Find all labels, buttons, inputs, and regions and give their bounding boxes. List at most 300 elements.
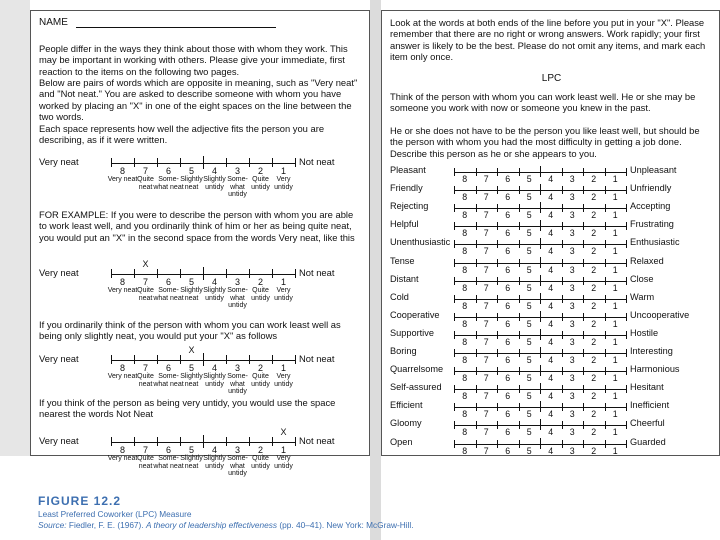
source-work: A theory of leadership effectiveness [145,520,278,530]
lpc-scale-tick [497,421,498,429]
lpc-scale-tick [605,295,606,303]
scale-descriptor: Some-what neat [153,455,184,470]
lpc-scale-number: 8 [462,210,468,221]
scale-descriptor: Slightly neat [180,287,203,302]
lpc-scale-number: 7 [483,264,489,275]
scale-tick [295,269,296,278]
lpc-scale-tick [605,240,606,248]
lpc-scale-number: 1 [612,336,618,347]
lpc-item-row [382,364,720,382]
lpc-scale-number: 8 [462,409,468,420]
lpc-scale-tick [583,204,584,212]
lpc-right-adjective: Enthusiastic [630,237,680,248]
lpc-item-row [382,201,720,219]
lpc-scale-number: 4 [548,409,554,420]
lpc-scale-number: 6 [505,192,511,203]
lpc-scale-number: 6 [505,210,511,221]
lpc-scale-tick [476,259,477,267]
lpc-scale-tick [626,331,627,339]
scale-descriptor: Very neat [107,455,138,462]
lpc-scale-number: 8 [462,445,468,456]
scale-descriptor: Some-what untidy [227,287,248,310]
scale-descriptor: Some-what untidy [227,176,248,199]
lpc-scale-tick [583,186,584,194]
lpc-scale-tick [519,313,520,321]
lpc-scale-number: 8 [462,264,468,275]
lpc-scale-number: 4 [548,246,554,257]
lpc-item-row [382,256,720,274]
lpc-scale-tick [583,367,584,375]
lpc-scale-number: 6 [505,355,511,365]
lpc-scale-tick [605,367,606,375]
lpc-scale-number: 3 [569,318,575,329]
scale-right-word: Not neat [299,156,335,167]
scale-tick [111,158,112,167]
lpc-scale-number: 6 [505,228,511,239]
lpc-right-adjective: Relaxed [630,255,664,266]
lpc-scale-tick [454,168,455,176]
scale-number: 7 [142,277,148,287]
lpc-scale-number: 4 [548,228,554,239]
lpc-scale-tick [626,349,627,357]
lpc-scale-tick [519,385,520,393]
x-mark: X [188,345,195,355]
scale-tick [157,355,158,364]
scale-tick [203,156,204,169]
lpc-scale-number: 5 [526,300,532,311]
lpc-scale-number: 2 [591,336,597,347]
lpc-scale-number: 1 [612,373,618,384]
lpc-scale-number: 7 [483,210,489,221]
lpc-scale-tick [605,331,606,339]
scale-descriptor: Quite untidy [251,373,270,388]
lpc-scale-tick [626,259,627,267]
lpc-item-row [382,346,720,364]
lpc-scale-tick [476,313,477,321]
scale-number: 4 [211,363,217,373]
lpc-scale-number: 2 [591,210,597,221]
lpc-scale-tick [605,349,606,357]
lpc-scale-number: 1 [612,318,618,329]
scale-number: 8 [119,363,125,373]
lpc-scale-number: 7 [483,282,489,293]
lpc-scale-tick [540,293,541,304]
lpc-scale-tick [454,403,455,411]
lpc-scale-number: 1 [612,246,618,257]
lpc-scale-number: 2 [591,318,597,329]
lpc-scale-tick [454,204,455,212]
scale-left-word: Very neat [39,156,79,167]
lpc-scale-tick [454,367,455,375]
scale-tick [203,353,204,366]
lpc-scale-number: 3 [569,391,575,402]
scale-descriptor: Slightly untidy [203,176,226,191]
lpc-scale-number: 5 [526,264,532,275]
lpc-scale-number: 7 [483,174,489,184]
scale-tick [180,158,181,167]
scale-descriptor: Very untidy [274,287,293,302]
lpc-scale-number: 5 [526,210,532,221]
right-instructions-3: He or she does not have to be the person you like least well, but should be the person with whom you had the most difficulty in getting a job done. Describe this person as he or she appears to you. [390,125,700,159]
lpc-scale-tick [626,421,627,429]
lpc-scale-number: 3 [569,336,575,347]
rating-scale[interactable] [107,427,295,479]
lpc-scale-number: 1 [612,192,618,203]
scale-descriptor: Slightly neat [180,176,203,191]
lpc-scale-number: 3 [569,228,575,239]
lpc-scale-number: 8 [462,300,468,311]
lpc-left-adjective: Tense [390,255,415,266]
scale-left-word: Very neat [39,353,79,364]
scale-descriptor: Some-what neat [153,176,184,191]
lpc-scale-number: 4 [548,210,554,221]
scale-left-word: Very neat [39,267,79,278]
lpc-right-adjective: Hostile [630,327,659,338]
lpc-scale-number: 2 [591,409,597,420]
lpc-scale-tick [562,331,563,339]
lpc-scale-number: 7 [483,391,489,402]
lpc-right-adjective: Guarded [630,436,666,447]
example-text-1: FOR EXAMPLE: If you were to describe the person with whom you are able to work least well, and you ordinarily think of him or her as being quite neat, you would put an "X" in the second space from the words Very neat, like this [39,209,355,243]
scale-number: 3 [234,363,240,373]
lpc-scale-tick [626,313,627,321]
lpc-scale-tick [562,168,563,176]
lpc-scale-tick [540,166,541,177]
scale-number: 8 [119,277,125,287]
lpc-scale-tick [605,204,606,212]
lpc-right-adjective: Close [630,273,654,284]
lpc-scale-number: 3 [569,300,575,311]
lpc-scale-tick [540,275,541,286]
scale-number: 3 [234,166,240,176]
lpc-scale-tick [476,403,477,411]
lpc-scale-number: 5 [526,192,532,203]
lpc-scale-tick [519,367,520,375]
lpc-scale-tick [497,259,498,267]
lpc-scale-number: 2 [591,174,597,184]
scale-tick [295,158,296,167]
lpc-scale-tick [540,220,541,231]
lpc-scale-tick [626,277,627,285]
scale-right-word: Not neat [299,435,335,446]
lpc-left-adjective: Distant [390,273,419,284]
lpc-scale-number: 4 [548,391,554,402]
scale-number: 6 [165,166,171,176]
lpc-scale-tick [497,403,498,411]
lpc-scale-number: 6 [505,264,511,275]
lpc-scale-tick [476,349,477,357]
lpc-left-adjective: Gloomy [390,418,422,429]
lpc-scale-number: 5 [526,427,532,438]
name-field[interactable] [76,19,276,28]
source-label: Source: [38,520,67,530]
scale-tick [226,158,227,167]
lpc-scale-tick [540,383,541,394]
lpc-scale-number: 7 [483,409,489,420]
lpc-scale-tick [605,385,606,393]
lpc-scale-tick [540,401,541,412]
lpc-item-row [382,165,720,183]
lpc-left-adjective: Cold [390,291,409,302]
lpc-scale-tick [454,349,455,357]
lpc-scale-tick [540,329,541,340]
scale-number: 7 [142,445,148,455]
lpc-scale-tick [519,204,520,212]
lpc-scale-tick [519,168,520,176]
lpc-item-row [382,382,720,400]
lpc-scale-number: 2 [591,264,597,275]
lpc-scale-tick [476,295,477,303]
lpc-scale-number: 2 [591,427,597,438]
scale-number: 4 [211,445,217,455]
lpc-scale-number: 6 [505,391,511,402]
lpc-item-row [382,183,720,201]
lpc-scale-tick [562,421,563,429]
scale-number: 1 [280,166,286,176]
lpc-item-row [382,328,720,346]
lpc-scale-tick [583,403,584,411]
scale-descriptor: Slightly neat [180,373,203,388]
x-mark: X [142,259,149,269]
lpc-scale-number: 6 [505,409,511,420]
scale-tick [249,355,250,364]
lpc-scale-number: 4 [548,282,554,293]
lpc-scale-number: 1 [612,427,618,438]
rating-scale[interactable] [107,259,295,311]
lpc-scale-number: 1 [612,282,618,293]
lpc-scale-tick [605,168,606,176]
lpc-scale-tick [454,259,455,267]
lpc-scale-number: 6 [505,246,511,257]
lpc-scale-number: 6 [505,174,511,184]
scale-tick [134,355,135,364]
scale-descriptor: Slightly untidy [203,373,226,388]
scale-descriptor: Very neat [107,287,138,294]
lpc-right-adjective: Harmonious [630,364,680,375]
lpc-left-adjective: Pleasant [390,165,426,175]
lpc-scale-tick [562,313,563,321]
lpc-scale-tick [626,204,627,212]
scale-number: 5 [188,363,194,373]
lpc-scale-number: 5 [526,282,532,293]
scale-descriptor: Quite neat [137,176,154,191]
lpc-scale-number: 3 [569,210,575,221]
lpc-scale-tick [454,421,455,429]
lpc-scale-number: 8 [462,174,468,184]
source-author: Fiedler, F. E. (1967). [68,520,144,530]
lpc-scale-tick [605,313,606,321]
scale-number: 1 [280,445,286,455]
scale-number: 2 [257,363,263,373]
lpc-scale-number: 7 [483,300,489,311]
lpc-scale-tick [476,421,477,429]
lpc-item-row [382,418,720,436]
lpc-scale-number: 1 [612,264,618,275]
scale-tick [249,437,250,446]
lpc-scale-tick [476,186,477,194]
lpc-item-row [382,237,720,255]
lpc-scale-tick [562,403,563,411]
instructions-text-1: Below are pairs of words which are opposite in meaning, such as "Very neat" and "Not neat." You are asked to describe someone with whom you have worked by placing an "X" in one of the eight spaces on the line between the two words. [39,77,358,122]
rating-scale[interactable] [107,345,295,397]
lpc-scale-number: 1 [612,445,618,456]
lpc-scale-tick [583,277,584,285]
rating-scale[interactable] [107,156,295,200]
lpc-title: LPC [541,73,562,84]
lpc-scale-tick [605,259,606,267]
lpc-scale-tick [626,367,627,375]
lpc-scale-tick [476,277,477,285]
lpc-scale-tick [605,222,606,230]
lpc-scale-number: 7 [483,445,489,456]
lpc-right-adjective: Accepting [630,201,671,212]
figure-label: FIGURE 12.2 [38,494,122,508]
scale-descriptor: Some-what untidy [227,373,248,396]
scale-number: 3 [234,277,240,287]
scale-number: 4 [211,166,217,176]
right-page [381,10,720,456]
scale-number: 4 [211,277,217,287]
lpc-scale-number: 5 [526,355,532,365]
lpc-scale-number: 2 [591,246,597,257]
lpc-scale-tick [583,313,584,321]
lpc-scale-number: 8 [462,427,468,438]
lpc-scale-tick [626,186,627,194]
lpc-left-adjective: Quarrelsome [390,364,444,375]
lpc-scale-tick [497,313,498,321]
lpc-scale-tick [497,222,498,230]
lpc-scale-tick [519,403,520,411]
lpc-left-adjective: Open [390,436,413,447]
scale-descriptor: Slightly untidy [203,455,226,470]
lpc-right-adjective: Warm [630,291,655,302]
scale-number: 6 [165,445,171,455]
lpc-scale-number: 5 [526,174,532,184]
lpc-scale-tick [562,349,563,357]
scale-number: 6 [165,277,171,287]
lpc-scale-tick [583,168,584,176]
lpc-scale-number: 4 [548,174,554,184]
lpc-item-row [382,274,720,292]
scale-tick [134,437,135,446]
right-instructions-2: Think of the person with whom you can work least well. He or she may be someone you work with now or someone you knew in the past. [390,91,696,114]
lpc-scale-number: 8 [462,228,468,239]
lpc-scale-tick [497,186,498,194]
scale-number: 2 [257,445,263,455]
lpc-left-adjective: Efficient [390,400,423,411]
lpc-scale-tick [605,277,606,285]
lpc-scale-tick [562,277,563,285]
lpc-scale-tick [562,204,563,212]
lpc-item-row [382,437,720,455]
scale-descriptor: Quite untidy [251,176,270,191]
lpc-scale-tick [583,440,584,448]
lpc-scale-tick [605,421,606,429]
lpc-scale-tick [454,240,455,248]
scale-number: 3 [234,445,240,455]
scale-descriptor: Some-what neat [153,373,184,388]
lpc-left-adjective: Unenthusiastic [390,237,451,248]
lpc-scale-tick [626,440,627,448]
scale-tick [272,158,273,167]
lpc-scale-tick [519,222,520,230]
lpc-left-adjective: Cooperative [390,309,440,320]
lpc-scale-number: 6 [505,300,511,311]
lpc-scale-number: 8 [462,318,468,329]
lpc-right-adjective: Unpleasant [630,165,677,175]
lpc-scale-tick [540,438,541,449]
lpc-scale-number: 7 [483,192,489,203]
example-text-3: If you think of the person as being very untidy, you would use the space nearest the words Not Neat [39,397,336,420]
lpc-item-row [382,219,720,237]
neat-scale-demo [31,156,369,200]
name-row [39,17,276,28]
lpc-scale-tick [562,240,563,248]
lpc-scale-tick [497,240,498,248]
lpc-scale-tick [497,331,498,339]
lpc-scale-tick [562,367,563,375]
lpc-scale-number: 4 [548,355,554,365]
scale-descriptor: Quite neat [137,373,154,388]
lpc-scale-number: 2 [591,373,597,384]
lpc-scale-tick [476,367,477,375]
lpc-scale-number: 6 [505,318,511,329]
figure-title: Least Preferred Coworker (LPC) Measure [38,509,192,519]
lpc-scale-number: 4 [548,300,554,311]
scale-tick [180,269,181,278]
lpc-scale-number: 6 [505,336,511,347]
lpc-scale-number: 7 [483,373,489,384]
lpc-scale-number: 5 [526,228,532,239]
lpc-scale-number: 1 [612,300,618,311]
lpc-scale-number: 4 [548,318,554,329]
lpc-scale-tick [626,240,627,248]
lpc-scale-number: 2 [591,300,597,311]
intro-text: People differ in the ways they think about those with whom they work. This may be important in working with others. Please give your immediate, first reaction to the items on the following two pages. [39,43,348,77]
lpc-scale-tick [626,168,627,176]
scale-number: 7 [142,363,148,373]
name-label: NAME [39,17,68,28]
lpc-scale-tick [476,222,477,230]
lpc-scale-tick [626,295,627,303]
lpc-rating-scale[interactable] [454,437,626,459]
lpc-scale-number: 2 [591,228,597,239]
lpc-right-adjective: Inefficient [630,400,670,411]
lpc-scale-tick [476,331,477,339]
scale-number: 5 [188,277,194,287]
scale-tick [203,267,204,280]
lpc-right-adjective: Hesitant [630,382,664,393]
scale-number: 6 [165,363,171,373]
scale-tick [226,437,227,446]
lpc-scale-tick [540,238,541,249]
lpc-scale-number: 1 [612,391,618,402]
lpc-scale-tick [497,349,498,357]
lpc-scale-number: 8 [462,373,468,384]
lpc-scale-tick [519,421,520,429]
lpc-right-adjective: Interesting [630,346,673,356]
scale-tick [226,269,227,278]
lpc-left-adjective: Self-assured [390,382,442,393]
lpc-scale-tick [497,168,498,176]
lpc-scale-number: 5 [526,445,532,456]
lpc-right-adjective: Unfriendly [630,183,672,194]
lpc-left-adjective: Friendly [390,183,423,194]
scale-tick [249,158,250,167]
lpc-scale-tick [476,204,477,212]
lpc-scale-tick [540,202,541,213]
lpc-scale-tick [562,259,563,267]
